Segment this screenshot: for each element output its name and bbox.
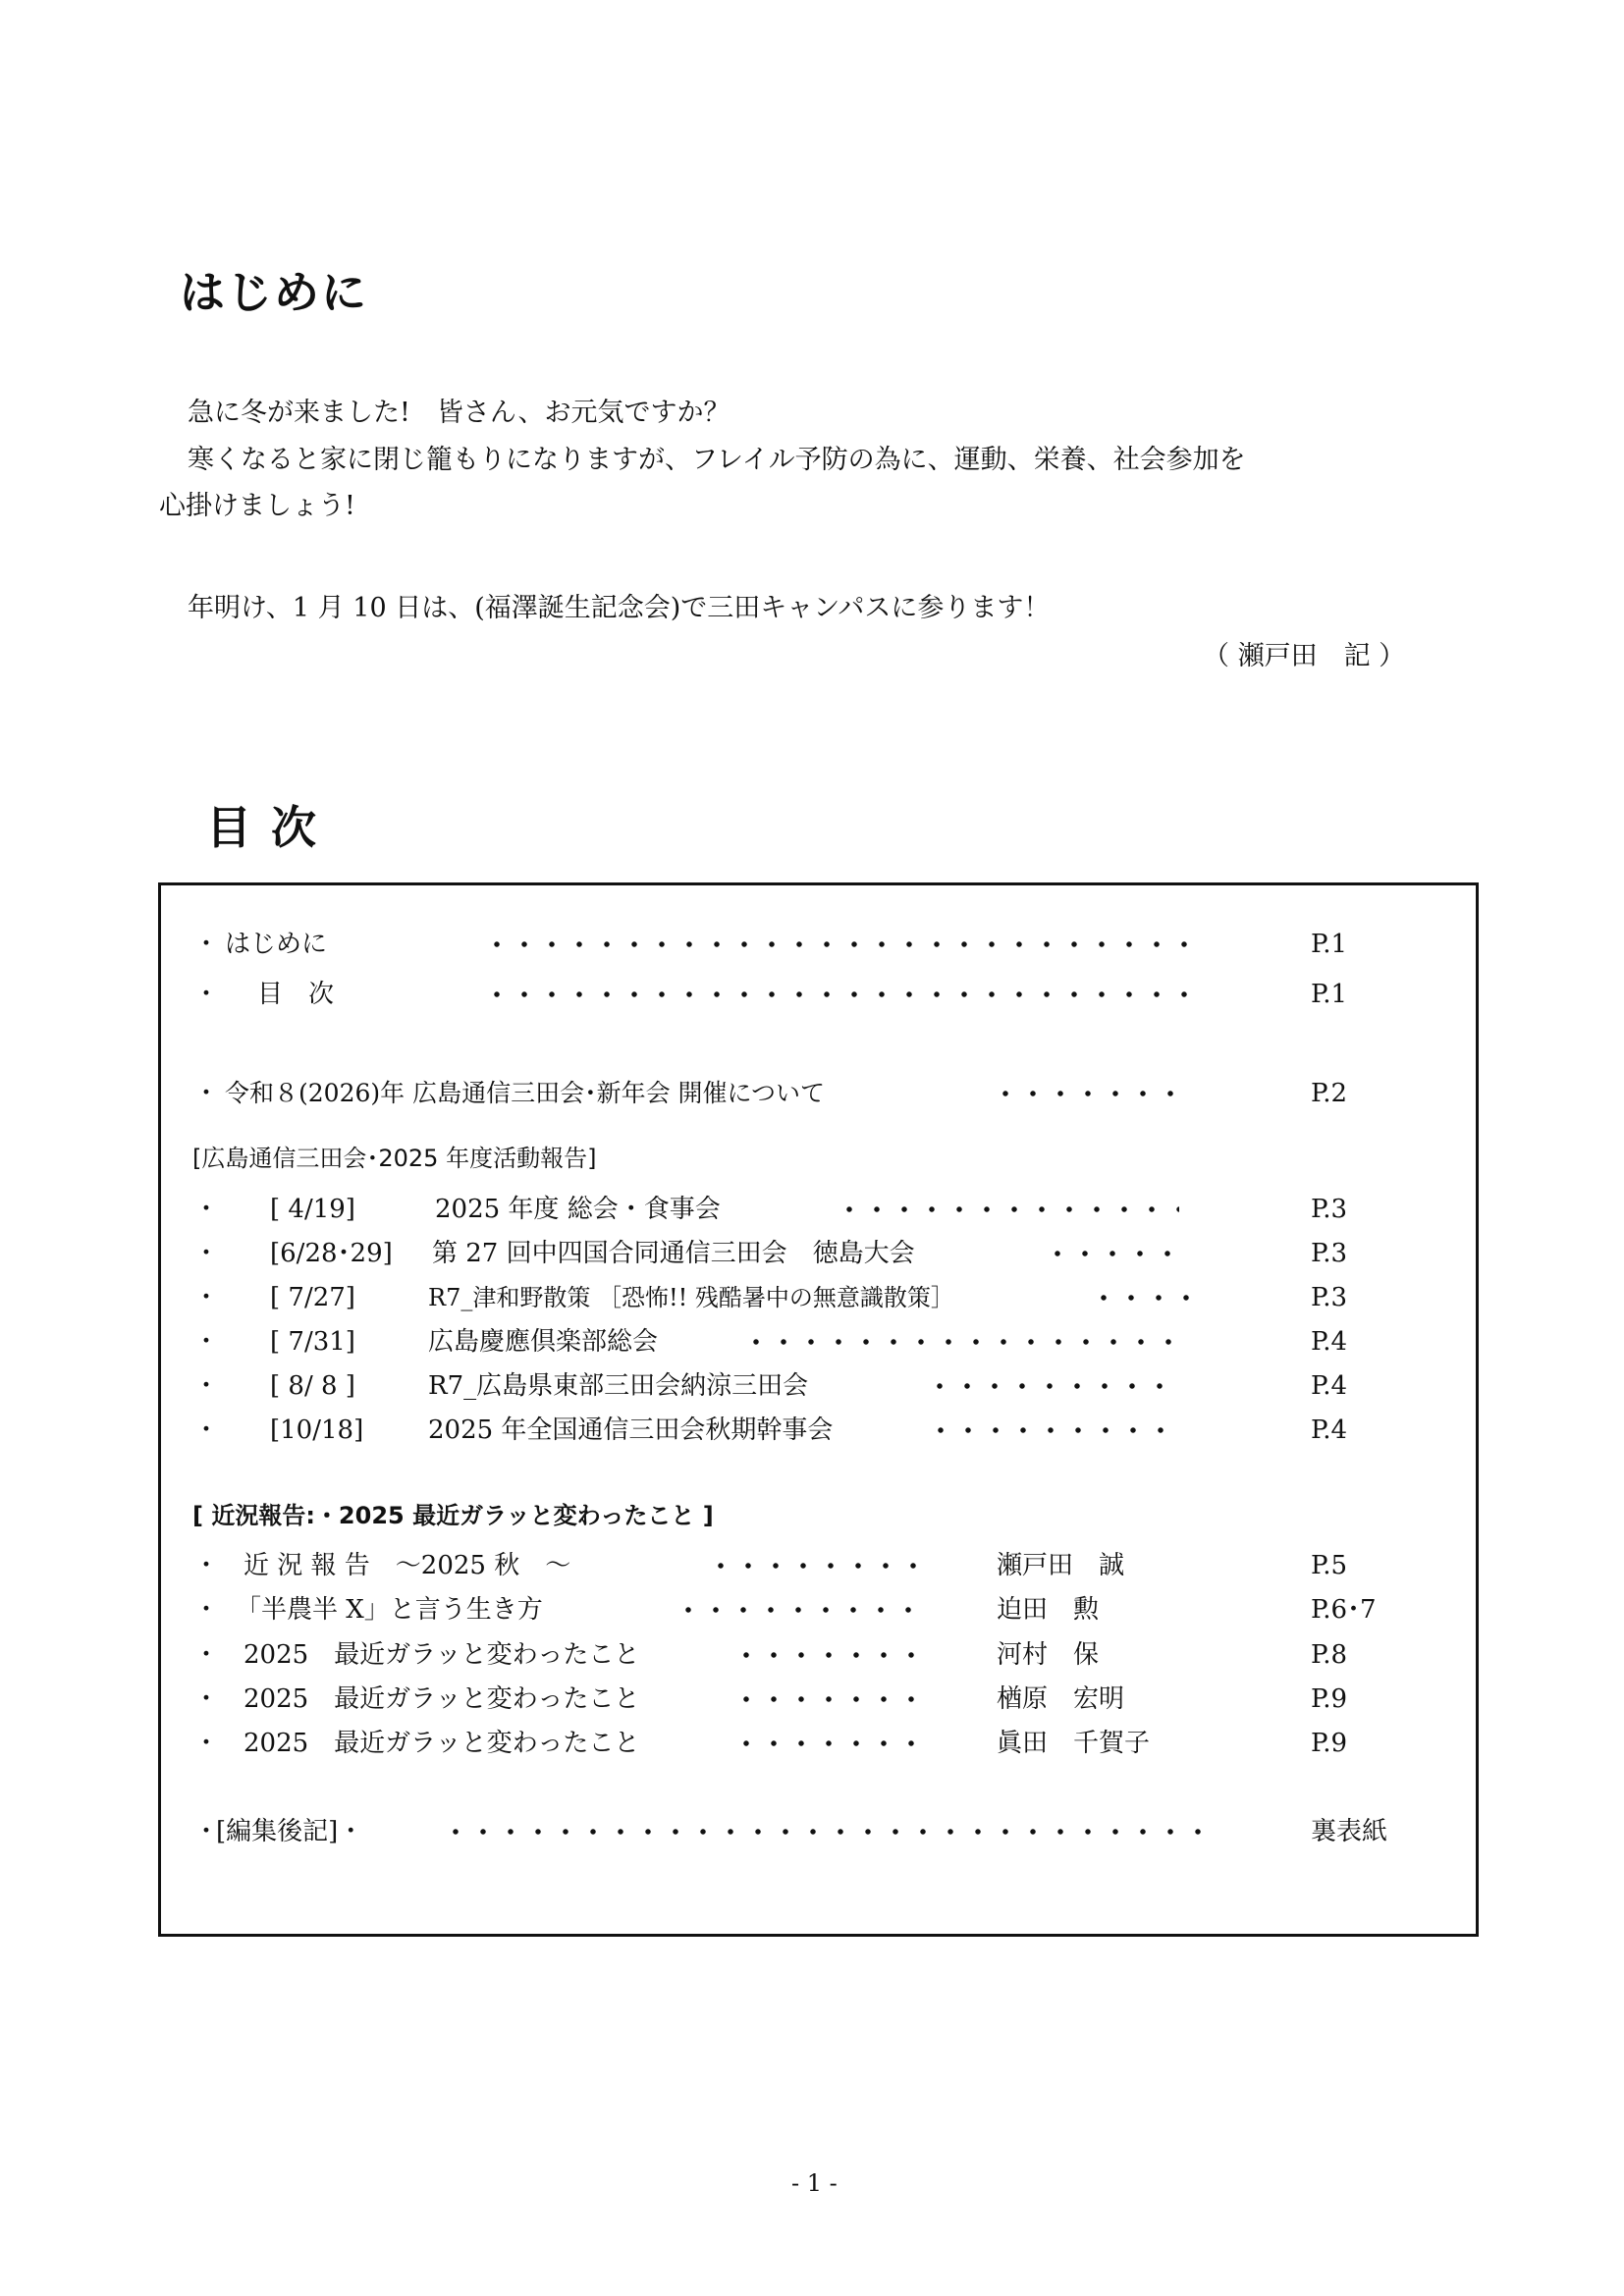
toc-page: P.3	[1311, 1239, 1348, 1268]
toc-title: 近 況 報 告 ～2025 秋 ～	[244, 1551, 571, 1580]
leader-dots	[836, 1194, 1179, 1225]
toc-heading: 目 次	[206, 801, 319, 854]
toc-box	[158, 882, 1479, 1937]
toc-bullet: ・	[193, 930, 220, 959]
toc-page: P.3	[1311, 1283, 1348, 1312]
toc-bullet: ・	[193, 1327, 220, 1357]
leader-dots	[1044, 1238, 1181, 1269]
leader-dots	[483, 979, 1195, 1010]
leader-dots	[1090, 1282, 1200, 1313]
toc-title: 2025 最近ガラッと変わったこと	[244, 1640, 640, 1670]
intro-line-3: 心掛けましょう!	[159, 491, 355, 521]
toc-title: R7_津和野散策 ［恐怖!! 残酷暑中の無意識散策］	[428, 1284, 954, 1311]
toc-title: 「半農半 X」と言う生き方	[236, 1595, 543, 1625]
leader-dots	[675, 1594, 930, 1626]
toc-title: 令和８(2026)年 広島通信三田会･新年会 開催について	[225, 1079, 826, 1107]
toc-date: [ 4/19]	[270, 1195, 355, 1224]
toc-title: 目 次	[257, 980, 335, 1009]
leader-dots	[992, 1078, 1184, 1109]
leader-dots	[442, 1816, 1208, 1847]
toc-page: P.5	[1311, 1551, 1348, 1580]
toc-bullet: ・	[193, 1817, 220, 1846]
toc-bullet: ・	[193, 1595, 220, 1625]
toc-page: P.4	[1311, 1327, 1348, 1357]
toc-title: 2025 最近ガラッと変わったこと	[244, 1729, 640, 1758]
toc-bullet: ・	[193, 1239, 220, 1268]
toc-bullet: ・	[193, 1079, 220, 1108]
toc-section-heading: [ 近況報告:・2025 最近ガラッと変わったこと ]	[192, 1502, 714, 1529]
toc-author: 眞田 千賀子	[997, 1729, 1151, 1758]
toc-bullet: ・	[193, 1371, 220, 1401]
toc-page: P.1	[1311, 980, 1348, 1009]
intro-line-2: 寒くなると家に閉じ籠もりになりますが、フレイル予防の為に、運動、栄養、社会参加を	[188, 445, 1246, 475]
toc-author: 迫田 勲	[997, 1595, 1100, 1625]
toc-title: 広島慶應倶楽部総会	[428, 1327, 659, 1357]
leader-dots	[926, 1370, 1181, 1402]
leader-dots	[707, 1550, 929, 1581]
leader-dots	[732, 1683, 927, 1715]
toc-title: 第 27 回中四国合同通信三田会 徳島大会	[432, 1239, 915, 1268]
toc-title: 2025 最近ガラッと変わったこと	[244, 1684, 640, 1714]
toc-title: はじめに	[225, 930, 328, 959]
toc-page: P.2	[1311, 1079, 1348, 1108]
intro-line-1: 急に冬が来ました! 皆さん、お元気ですか？	[188, 398, 731, 428]
toc-page: P.8	[1311, 1640, 1348, 1670]
toc-bullet: ・	[193, 1283, 220, 1312]
toc-page: P.1	[1311, 930, 1348, 959]
toc-page: P.9	[1311, 1684, 1348, 1714]
leader-dots	[732, 1639, 927, 1671]
toc-date: [ 8/ 8 ]	[270, 1371, 355, 1401]
toc-title: 2025 年全国通信三田会秋期幹事会	[428, 1415, 834, 1445]
toc-section-heading: [広島通信三田会･2025 年度活動報告]	[192, 1145, 597, 1172]
toc-page: P.9	[1311, 1729, 1348, 1758]
toc-bullet: ・	[193, 1415, 220, 1445]
toc-date: [6/28･29]	[270, 1239, 393, 1268]
intro-line-4: 年明け、1 月 10 日は、(福澤誕生記念会)で三田キャンパスに参ります！	[188, 593, 1051, 623]
leader-dots	[927, 1415, 1182, 1446]
toc-bullet: ・	[193, 1640, 220, 1670]
toc-title: 2025 年度 総会・食事会	[435, 1195, 721, 1224]
toc-bullet: ・	[193, 1195, 220, 1224]
intro-signature: （ 瀬戸田 記 ）	[1203, 641, 1406, 671]
intro-heading: はじめに	[180, 266, 368, 319]
toc-page: P.4	[1311, 1415, 1348, 1445]
toc-bullet: ・	[193, 980, 220, 1009]
toc-bullet: ・	[193, 1551, 220, 1580]
toc-page: P.4	[1311, 1371, 1348, 1401]
toc-title: [編集後記]・	[216, 1817, 364, 1846]
leader-dots	[742, 1326, 1182, 1358]
toc-page: P.3	[1311, 1195, 1348, 1224]
toc-date: [ 7/31]	[270, 1327, 355, 1357]
toc-page: P.6･7	[1311, 1595, 1377, 1625]
toc-date: [ 7/27]	[270, 1283, 355, 1312]
toc-page: 裏表紙	[1311, 1817, 1388, 1846]
toc-author: 瀬戸田 誠	[997, 1551, 1125, 1580]
leader-dots	[483, 929, 1195, 960]
leader-dots	[732, 1728, 927, 1759]
toc-author: 楢原 宏明	[997, 1684, 1125, 1714]
toc-author: 河村 保	[997, 1640, 1100, 1670]
toc-bullet: ・	[193, 1684, 220, 1714]
toc-date: [10/18]	[270, 1415, 364, 1445]
page-number: - 1 -	[791, 2169, 838, 2197]
toc-title: R7_広島県東部三田会納涼三田会	[428, 1371, 809, 1401]
toc-bullet: ・	[193, 1729, 220, 1758]
